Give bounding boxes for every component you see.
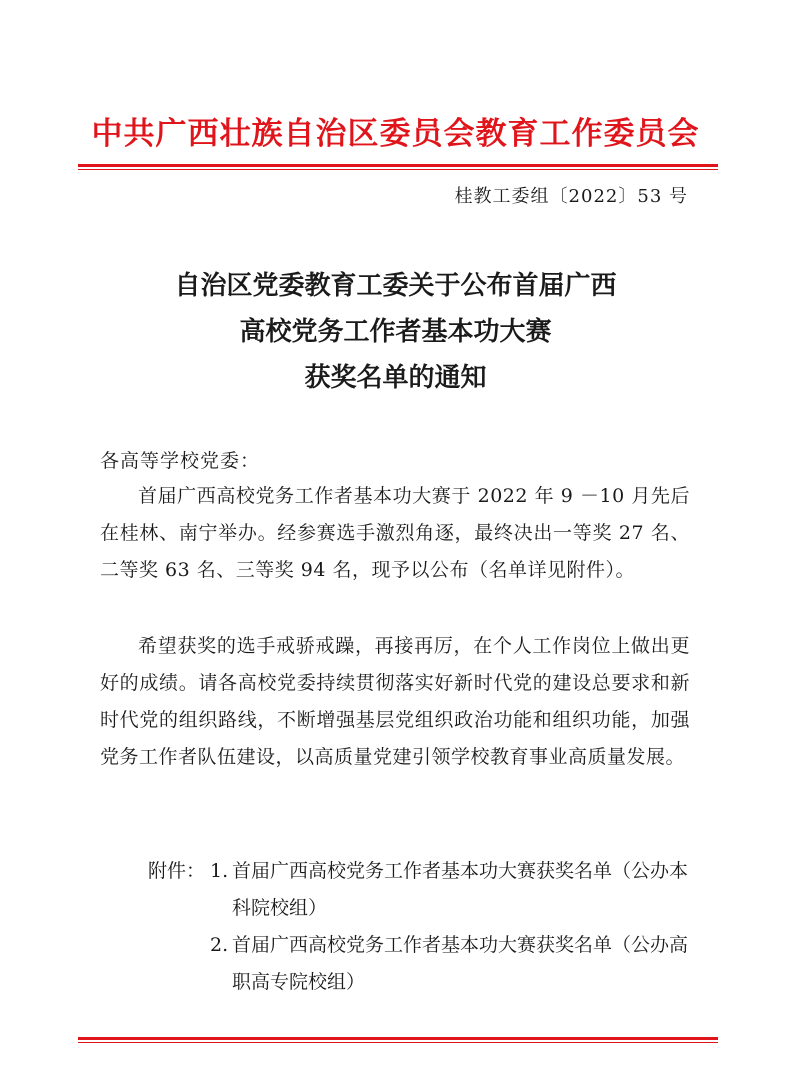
issuing-organization-header: 中共广西壮族自治区委员会教育工作委员会 xyxy=(91,116,700,152)
title-line-3: 获奖名单的通知 xyxy=(304,363,487,393)
document-number: 桂教工委组〔2022〕53 号 xyxy=(454,186,688,207)
attachment-title: 首届广西高校党务工作者基本功大赛获奖名单（公办本科院校组） xyxy=(232,860,689,919)
attachment-number: 1. xyxy=(210,860,229,882)
attachments-label: 附件： xyxy=(148,860,206,882)
footer-red-rule-thin xyxy=(78,1042,718,1043)
title-line-2: 高校党务工作者基本功大赛 xyxy=(239,317,552,347)
footer-red-rule xyxy=(78,1037,718,1040)
salutation: 各高等学校党委： xyxy=(100,450,261,472)
header-red-rule-thin xyxy=(78,169,718,170)
attachment-number: 2. xyxy=(210,934,229,956)
header-red-rule xyxy=(78,164,718,167)
title-line-1: 自治区党委教育工委关于公布首届广西 xyxy=(174,271,617,301)
attachment-item[interactable] xyxy=(210,853,693,927)
attachment-item[interactable] xyxy=(210,927,693,1001)
document-title xyxy=(0,263,791,401)
attachments-section xyxy=(148,853,693,1001)
attachment-title: 首届广西高校党务工作者基本功大赛获奖名单（公办高职高专院校组） xyxy=(232,934,689,993)
body-paragraph-2: 希望获奖的选手戒骄戒躁，再接再厉，在个人工作岗位上做出更好的成绩。请各高校党委持续贯彻落实好新时代党的建设总要求和新时代党的组织路线，不断增强基层党组织政治功能和组织功能，加强党务工作者队伍建设，以高质量党建引领学校教育事业高质量发展。 xyxy=(100,635,690,768)
body-paragraph-1: 首届广西高校党务工作者基本功大赛于 2022 年 9 －10 月先后在桂林、南宁举办。经参赛选手激烈角逐，最终决出一等奖 27 名、二等奖 63 名、三等奖 94 名，现予以公布（名单详见附件）。 xyxy=(100,485,690,581)
